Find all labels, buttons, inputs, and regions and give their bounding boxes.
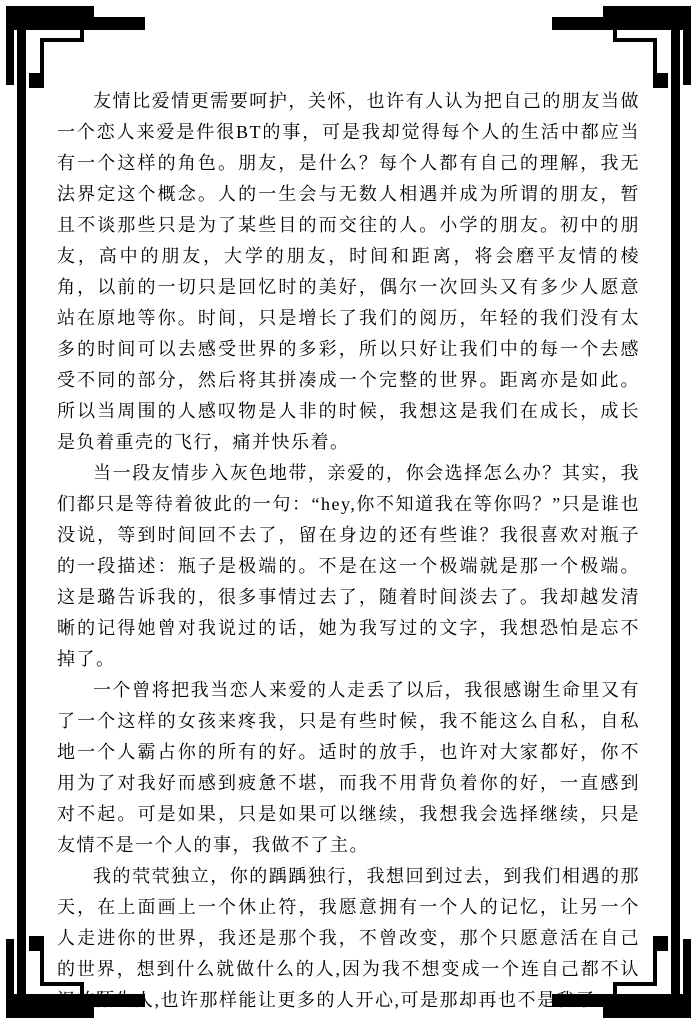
frame-corner-ornament-top-right xyxy=(549,0,697,92)
essay-paragraph-4: 我的茕茕独立，你的踽踽独行，我想回到过去，到我们相遇的那天，在上面画上一个休止符，我愿意拥有一个人的记忆，让另一个人走进你的世界，我还是那个我，不曾改变，那个只愿意活在自己的世界，想到什么就做什么的人,因为我不想变成一个连自己都不认识的陌生人,也许那样能让更多的人开心,可是那却再也不是我了…… xyxy=(57,866,640,1010)
corner-ornament-icon xyxy=(0,0,148,92)
essay-paragraph-3: 一个曾将把我当恋人来爱的人走丢了以后，我很感谢生命里又有了一个这样的女孩来疼我，只是有些时候，我不能这么自私，自私地一个人霸占你的所有的好。适时的放手，也许对大家都好，你不用为了对我好而感到疲惫不堪，而我不用背负着你的好，一直感到对不起。可是如果，只是如果可以继续，我想我会选择继续，只是友情不是一个人的事，我做不了主。 xyxy=(57,680,640,855)
essay-paragraph-1: 友情比爱情更需要呵护，关怀，也许有人认为把自己的朋友当做一个恋人来爱是件很BT的事，可是我却觉得每个人的生活中都应当有一个这样的角色。朋友，是什么？每个人都有自己的理解，我无法界定这个概念。人的一生会与无数人相遇并成为所谓的朋友，暂且不谈那些只是为了某些目的而交往的人。小学的朋友。初中的朋友，高中的朋友，大学的朋友，时间和距离，将会磨平友情的棱角，以前的一切只是回忆时的美好，偶尔一次回头又有多少人愿意站在原地等你。时间，只是增长了我们的阅历，年轻的我们没有太多的时间可以去感受世界的多彩，所以只好让我们中的每一个去感受不同的部分，然后将其拼凑成一个完整的世界。距离亦是如此。所以当周围的人感叹物是人非的时候，我想这是我们在成长，成长是负着重壳的飞行，痛并快乐着。 xyxy=(57,91,640,452)
essay-paragraph-2: 当一段友情步入灰色地带，亲爱的，你会选择怎么办？其实，我们都只是等待着彼此的一句：“hey,你不知道我在等你吗？”只是谁也没说，等到时间回不去了，留在身边的还有些谁？我很喜欢对瓶子的一段描述：瓶子是极端的。不是在这一个极端就是那一个极端。这是璐告诉我的，很多事情过去了，随着时间淡去了。我却越发清晰的记得她曾对我说过的话，她为我写过的文字，我想恐怕是忘不掉了。 xyxy=(57,463,640,669)
corner-ornament-icon xyxy=(549,0,697,92)
frame-left-border-line xyxy=(17,85,26,939)
frame-corner-ornament-top-left xyxy=(0,0,148,92)
frame-right-border-line xyxy=(671,85,680,939)
essay-text-block xyxy=(57,86,640,1010)
